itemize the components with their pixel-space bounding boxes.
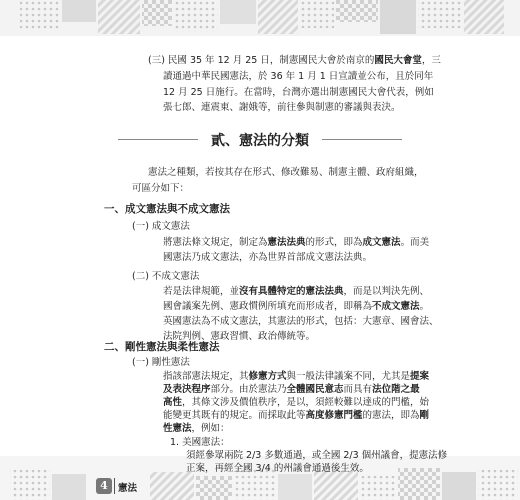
- section-1-sub-1-line-1: 將憲法條文規定，制定為憲法法典的形式，即為成文憲法。而美: [163, 237, 430, 248]
- section-heading-text: 貳、憲法的分類: [211, 133, 309, 149]
- section-2-sub-1-label: (一) 剛性憲法: [132, 357, 190, 368]
- section-2-sub-1-line-2: 及表決程序部分。由於憲法乃全體國民意志而具有法位階之最: [163, 384, 420, 395]
- para-intro-line-1: (三) 民國 35 年 12 月 25 日，制憲國民大會於南京的國民大會堂，三: [148, 55, 441, 66]
- section-2-sub-1-line-3: 高性，其條文涉及價值秩序，是以，須經較難以達成的門檻，始: [163, 397, 430, 408]
- section-2-item-1-line-2: 正案，再經全國 3/4 的州議會通過後生效。: [186, 463, 369, 474]
- section-1-sub-2-line-2: 國會議案先例、憲政慣例所填充而形成者，即稱為不成文憲法。: [163, 301, 430, 312]
- section-2-title: 二、剛性憲法與柔性憲法: [104, 341, 220, 353]
- section-1-sub-1-label: (一) 成文憲法: [132, 221, 190, 232]
- section-1-sub-2-line-4: 法院判例、憲政習慣、政治傳統等。: [163, 331, 316, 342]
- footer-book-title: 憲法: [118, 483, 138, 494]
- section-1-sub-1-line-2: 國憲法乃成文憲法，亦為世界首部成文憲法法典。: [163, 252, 373, 263]
- page-number-badge: 4: [96, 478, 112, 494]
- para-intro-line-2: 讀通過中華民國憲法，於 36 年 1 月 1 日宣讀並公布，且於同年: [163, 71, 434, 82]
- para-intro-line-3: 12 月 25 日施行。在當時，台灣亦選出制憲國民大會代表，例如: [163, 87, 434, 98]
- classification-intro-line-2: 可區分如下：: [132, 183, 190, 194]
- classification-intro-line-1: 憲法之種類，若按其存在形式、修改難易、制憲主體、政府組織，: [148, 167, 424, 178]
- section-1-title: 一、成文憲法與不成文憲法: [104, 203, 230, 215]
- section-2-item-1-label: 1. 美國憲法：: [170, 437, 230, 448]
- section-2-item-1-line-1: 須經參眾兩院 2/3 多數通過，或全國 2/3 個州議會，提憲法修: [186, 450, 448, 461]
- section-2-sub-1-line-4: 能變更其既有的規定。而採取此等高度修憲門檻的憲法，即為剛: [163, 410, 430, 421]
- section-2-sub-1-line-1: 指該部憲法規定，其修憲方式與一般法律議案不同，尤其是提案: [163, 371, 430, 382]
- section-1-sub-2-label: (二) 不成文憲法: [132, 271, 200, 282]
- section-1-sub-2-line-3: 英國憲法為不成文憲法，其憲法的形式，包括：大憲章、國會法、: [163, 316, 439, 327]
- para-intro-line-4: 張七郎、連震東、謝娥等，前往參與制憲的審議與表決。: [163, 102, 401, 113]
- section-2-sub-1-line-5: 性憲法，例如：: [163, 423, 230, 434]
- section-1-sub-2-line-1: 若是法律規範，並沒有具體特定的憲法法典，而是以判決先例、: [163, 286, 430, 297]
